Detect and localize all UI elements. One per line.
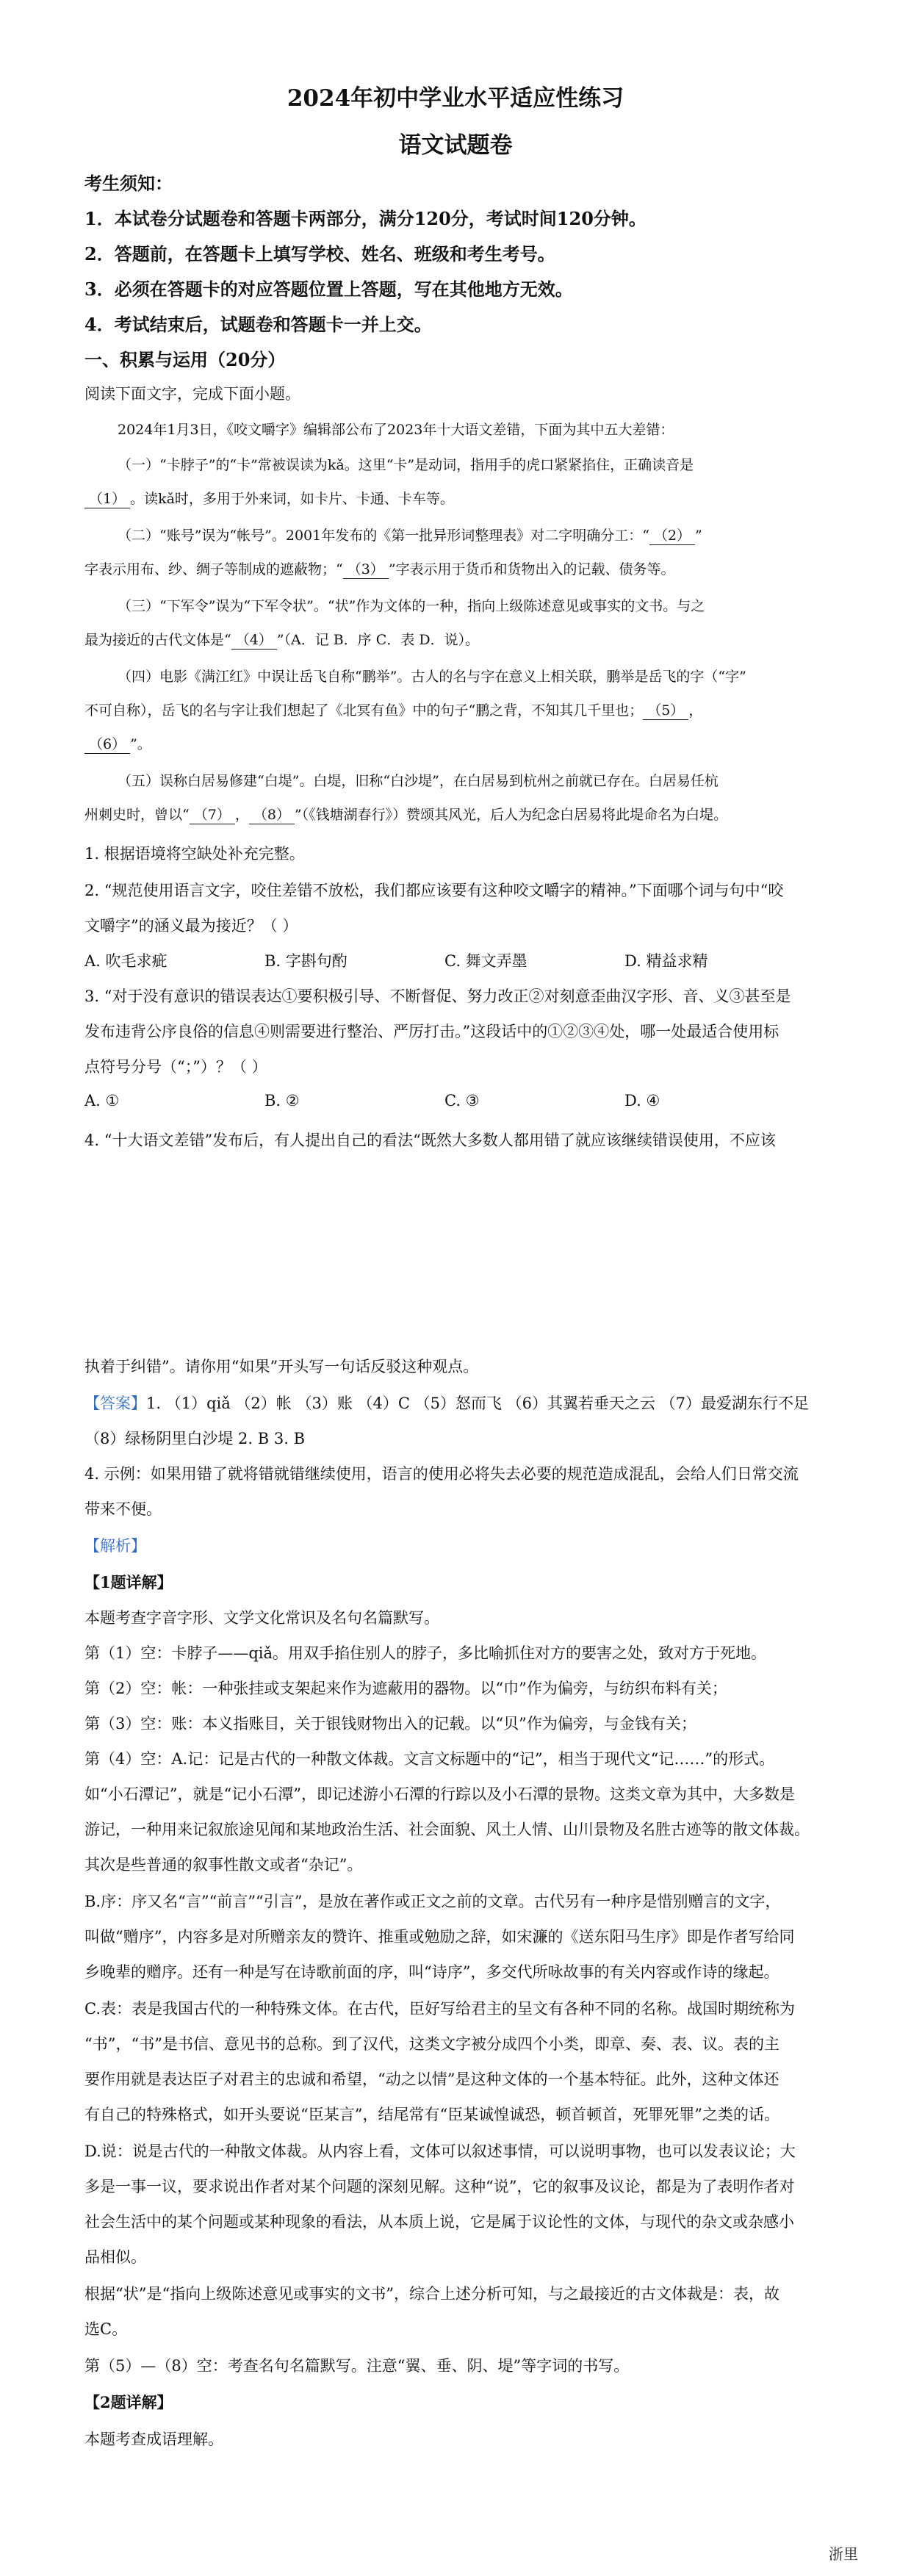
analysis-line: 选C。 xyxy=(84,2320,128,2338)
analysis-line: 品相似。 xyxy=(84,2248,146,2266)
analysis-subheading: 【1题详解】 xyxy=(84,1573,173,1591)
passage-line: （三）“下军令”误为“下军令状”。“状”作为文体的一种，指向上级陈述意见或事实的文书。与之 xyxy=(118,598,705,614)
analysis-line: 有自己的特殊格式，如开头要说“臣某言”，结尾常有“臣某诚惶诚恐，顿首顿首，死罪死罪”之类的话。 xyxy=(84,2106,779,2123)
section-heading: 一、积累与运用（20分） xyxy=(84,349,286,370)
question-3-cont: 发布违背公序良俗的信息④则需要进行整治、严厉打击。”这段话中的①②③④处，哪一处最适合使用标 xyxy=(84,1023,779,1040)
passage-line: 州刺史时，曾以“ （7） ， （8） ”（《钱塘湖春行》）赞颂其风光，后人为纪念白居易将此堤命名为白堤。 xyxy=(84,804,834,824)
analysis-line: 本题考查成语理解。 xyxy=(84,2431,223,2448)
notice-heading: 考生须知： xyxy=(84,173,173,194)
analysis-line: 第（1）空：卡脖子——qiǎ。用双手掐住别人的脖子，多比喻抓住对方的要害之处，致对方于死地。 xyxy=(84,1644,767,1662)
analysis-line: D.说：说是古代的一种散文体裁。从内容上看，文体可以叙述事情，可以说明事物，也可以发表议论；大 xyxy=(84,2143,796,2160)
fill-blank: （6） xyxy=(84,733,130,754)
analysis-line: 乡晚辈的赠序。还有一种是写在诗歌前面的序，叫“诗序”，多交代所咏故事的有关内容或作诗的缘起。 xyxy=(84,1963,779,1981)
analysis-subheading: 【2题详解】 xyxy=(84,2393,173,2411)
passage-line: （1） 。读kǎ时，多用于外来词，如卡片、卡通、卡车等。 xyxy=(84,488,834,508)
analysis-line: 第（4）空：A.记：记是古代的一种散文体裁。文言文标题中的“记”，相当于现代文“记……”的形式。 xyxy=(84,1750,775,1768)
analysis-line: 要作用就是表达臣子对君主的忠诚和希望，“动之以情”是这种文体的一个基本特征。此外，这种文体还 xyxy=(84,2070,779,2088)
question-2-cont: 文嚼字”的涵义最为接近？（ ） xyxy=(84,917,298,935)
analysis-line: 第（2）空：帐：一种张挂或支架起来作为遮蔽用的器物。以“巾”作为偏旁，与纺织布料有关； xyxy=(84,1680,727,1697)
notice-item: 3．必须在答题卡的对应答题位置上答题，写在其他地方无效。 xyxy=(84,278,573,300)
page-subtitle: 语文试题卷 xyxy=(398,132,513,159)
passage-intro: 2024年1月3日，《咬文嚼字》编辑部公布了2023年十大语文差错，下面为其中五大差错： xyxy=(118,422,674,438)
fill-blank: （7） xyxy=(190,804,235,824)
question-1: 1. 根据语境将空缺处补充完整。 xyxy=(84,845,305,863)
passage-line: （四）电影《满江红》中误让岳飞自称“鹏举”。古人的名与字在意义上相关联，鹏举是岳飞的字（“字” xyxy=(118,669,746,685)
question-3: 3. “对于没有意识的错误表达①要积极引导、不断督促、努力改正②对刻意歪曲汉字形、音、义③甚至是 xyxy=(84,987,791,1005)
passage-line: 不可自称），岳飞的名与字让我们想起了《北冥有鱼》中的句子“鹏之背，不知其几千里也； （5） ， xyxy=(84,699,834,720)
option-d: D. ④ xyxy=(624,1092,660,1109)
analysis-line: 多是一事一议，要求说出作者对某个问题的深刻见解。这种“说”，它的叙事及议论，都是为了表明作者对 xyxy=(84,2178,795,2195)
analysis-line: 其次是些普通的叙事性散文或者“杂记”。 xyxy=(84,1856,363,1874)
analysis-line: 社会生活中的某个问题或某种现象的看法，从本质上说，它是属于议论性的文体，与现代的杂文或杂感小 xyxy=(84,2213,794,2231)
answer-label: 【答案】 xyxy=(84,1395,146,1412)
question-4-cont: 执着于纠错”。请你用“如果”开头写一句话反驳这种观点。 xyxy=(84,1358,479,1375)
option-c: C. 舞文弄墨 xyxy=(444,952,527,970)
page-title: 2024年初中学业水平适应性练习 xyxy=(287,85,624,112)
analysis-line: 如“小石潭记”，就是“记小石潭”，即记述游小石潭的行踪以及小石潭的景物。这类文章为其中，大多数是 xyxy=(84,1785,795,1803)
fill-blank: （4） xyxy=(231,629,277,650)
analysis-line: 叫做“赠序”，内容多是对所赠亲友的赞许、推重或勉励之辞，如宋濂的《送东阳马生序》即是作者写给同 xyxy=(84,1928,795,1946)
analysis-line: 根据“状”是“指向上级陈述意见或事实的文书”，综合上述分析可知，与之最接近的古文体裁是：表，故 xyxy=(84,2285,779,2303)
question-2: 2. “规范使用语言文字，咬住差错不放松，我们都应该要有这种咬文嚼字的精神。”下面哪个词与句中“咬 xyxy=(84,882,784,899)
analysis-line: 游记，一种用来记叙旅途见闻和某地政治生活、社会面貌、风土人情、山川景物及名胜古迹等的散文体裁。 xyxy=(84,1821,810,1838)
option-c: C. ③ xyxy=(444,1092,480,1109)
fill-blank: （3） xyxy=(343,558,389,579)
passage-line: （一）“卡脖子”的“卡”常被误读为kǎ。这里“卡”是动词，指用手的虎口紧紧掐住，正确读音是 xyxy=(118,457,694,473)
analysis-line: C.表：表是我国古代的一种特殊文体。在古代，臣好写给君主的呈文有各种不同的名称。战国时期统称为 xyxy=(84,2000,795,2018)
passage-line: （二）“账号”误为“帐号”。2001年发布的《第一批异形词整理表》对二字明确分工：“ （2） ” xyxy=(118,525,834,545)
fill-blank: （8） xyxy=(249,804,295,824)
question-3-options xyxy=(84,1092,834,1109)
passage-line: 最为接近的古代文体是“ （4） ”（A．记 B．序 C．表 D．说）。 xyxy=(84,629,834,650)
fill-blank: （5） xyxy=(643,699,688,720)
passage-line: （五）误称白居易修建“白堤”。白堤，旧称“白沙堤”，在白居易到杭州之前就已存在。白居易任杭 xyxy=(118,773,719,789)
analysis-line: B.序：序又名“言”“前言”“引言”，是放在著作或正文之前的文章。古代另有一种序是惜别赠言的文字， xyxy=(84,1893,781,1910)
answer-line: 带来不便。 xyxy=(84,1500,162,1518)
passage-line: 字表示用布、纱、绸子等制成的遮蔽物；“ （3） ”字表示用于货币和货物出入的记载、债务等。 xyxy=(84,558,834,579)
passage-line: （6） ”。 xyxy=(84,733,834,754)
fill-blank: （1） xyxy=(84,488,130,508)
notice-item: 2．答题前，在答题卡上填写学校、姓名、班级和考生考号。 xyxy=(84,243,555,265)
footer-mark: 浙里 xyxy=(829,2545,858,2563)
fill-blank: （2） xyxy=(649,525,695,545)
question-4: 4. “十大语文差错”发布后，有人提出自己的看法“既然大多数人都用错了就应该继续错误使用，不应该 xyxy=(84,1132,776,1149)
instruction: 阅读下面文字，完成下面小题。 xyxy=(84,385,300,403)
option-b: B. 字斟句酌 xyxy=(264,952,348,970)
notice-item: 4．考试结束后，试题卷和答题卡一并上交。 xyxy=(84,314,432,335)
option-d: D. 精益求精 xyxy=(624,952,708,970)
answer-line: 4. 示例：如果用错了就将错就错继续使用，语言的使用必将失去必要的规范造成混乱，会给人们日常交流 xyxy=(84,1465,799,1483)
question-2-options xyxy=(84,949,834,971)
answer-line: 【答案】1. （1）qiǎ （2）帐 （3）账 （4）C （5）怒而飞 （6）其翼若垂天之云 （7）最爱湖东行不足 xyxy=(84,1395,810,1412)
analysis-line: 第（5）—（8）空：考查名句名篇默写。注意“翼、垂、阴、堤”等字词的书写。 xyxy=(84,2357,630,2375)
analysis-line: “书”，“书”是书信、意见书的总称。到了汉代，这类文字被分成四个小类，即章、奏、表、议。表的主 xyxy=(84,2035,779,2053)
option-a: A. ① xyxy=(84,1092,120,1109)
analysis-line: 本题考查字音字形、文学文化常识及名句名篇默写。 xyxy=(84,1609,439,1627)
question-3-cont: 点符号分号（“；”）？（ ） xyxy=(84,1058,267,1076)
analysis-line: 第（3）空：账：本义指账目，关于银钱财物出入的记载。以“贝”作为偏旁，与金钱有关； xyxy=(84,1715,696,1733)
option-a: A. 吹毛求疵 xyxy=(84,952,168,970)
option-b: B. ② xyxy=(264,1092,300,1109)
analysis-label: 【解析】 xyxy=(84,1537,146,1555)
answer-line: （8）绿杨阴里白沙堤 2. B 3. B xyxy=(84,1430,305,1447)
notice-item: 1．本试卷分试题卷和答题卡两部分，满分120分，考试时间120分钟。 xyxy=(84,208,647,229)
